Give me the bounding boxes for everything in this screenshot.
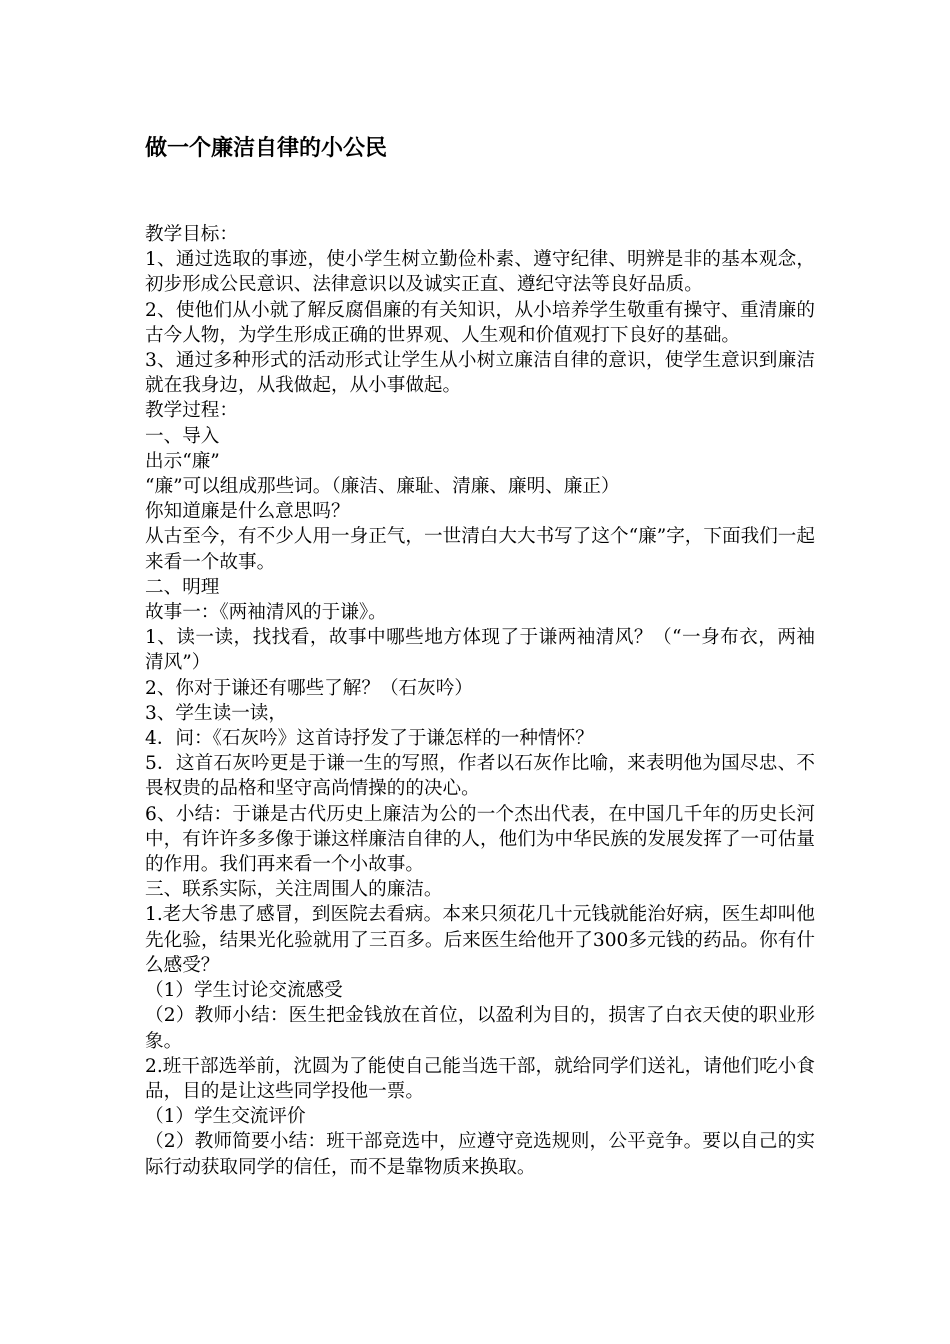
paragraph: “廉”可以组成那些词。（廉洁、廉耻、清廉、廉明、廉正） [145,476,620,498]
document-title: 做一个廉洁自律的小公民 [145,136,388,161]
paragraph: 从古至今，有不少人用一身正气，一世清白大大书写了这个“廉”字，下面我们一起来看一个故事。 [145,526,815,573]
paragraph: 出示“廉” [145,450,220,472]
paragraph: 教学过程： [145,400,238,422]
paragraph: 2、使他们从小就了解反腐倡廉的有关知识，从小培养学生敬重有操守、重清廉的古今人物，为学生形成正确的世界观、人生观和价值观打下良好的基础。 [145,299,815,346]
paragraph: 6、小结：于谦是古代历史上廉洁为公的一个杰出代表，在中国几千年的历史长河中，有许许多多像于谦这样廉洁自律的人，他们为中华民族的发展发挥了一可估量的作用。我们再来看一个小故事。 [145,803,815,876]
paragraph: 三、联系实际，关注周围人的廉洁。 [145,879,443,901]
paragraph: 2.班干部选举前，沈圆为了能使自己能当选干部，就给同学们送礼，请他们吃小食品，目的是让这些同学投他一票。 [145,1055,815,1102]
paragraph: 3、学生读一读， [145,702,287,724]
paragraph: （1）学生交流评价 [145,1106,306,1128]
paragraph: 教学目标： [145,224,238,245]
paragraph: （2）教师简要小结：班干部竞选中，应遵守竞选规则，公平竞争。要以自己的实际行动获取同学的信任，而不是靠物质来换取。 [145,1131,815,1178]
document-body [145,222,815,1180]
paragraph: 你知道廉是什么意思吗？ [145,501,350,523]
paragraph: 1、读一读，找找看，故事中哪些地方体现了于谦两袖清风？（“一身布衣，两袖清风”） [145,627,815,674]
paragraph: （1）学生讨论交流感受 [145,980,343,1002]
paragraph: 3、通过多种形式的活动形式让学生从小树立廉洁自律的意识，使学生意识到廉洁就在我身边，从我做起，从小事做起。 [145,350,815,397]
paragraph: （2）教师小结：医生把金钱放在首位，以盈利为目的，损害了白衣天使的职业形象。 [145,1005,815,1052]
paragraph: 1.老大爷患了感冒，到医院去看病。本来只须花几十元钱就能治好病，医生却叫他先化验，结果光化验就用了三百多。后来医生给他开了300多元钱的药品。你有什么感受？ [145,904,815,976]
paragraph: 一、导入 [145,425,220,447]
paragraph: 1、通过选取的事迹，使小学生树立勤俭朴素、遵守纪律、明辨是非的基本观念，初步形成公民意识、法律意识以及诚实正直、遵纪守法等良好品质。 [145,249,815,296]
paragraph: 2、你对于谦还有哪些了解？（石灰吟） [145,677,473,699]
paragraph: 4．问：《石灰吟》这首诗抒发了于谦怎样的一种情怀？ [145,728,594,750]
paragraph: 故事一：《两袖清风的于谦》。 [145,602,387,624]
paragraph: 5．这首石灰吟更是于谦一生的写照，作者以石灰作比喻，来表明他为国尽忠、不畏权贵的品格和坚守高尚情操的的决心。 [145,753,815,800]
paragraph: 二、明理 [145,576,220,598]
